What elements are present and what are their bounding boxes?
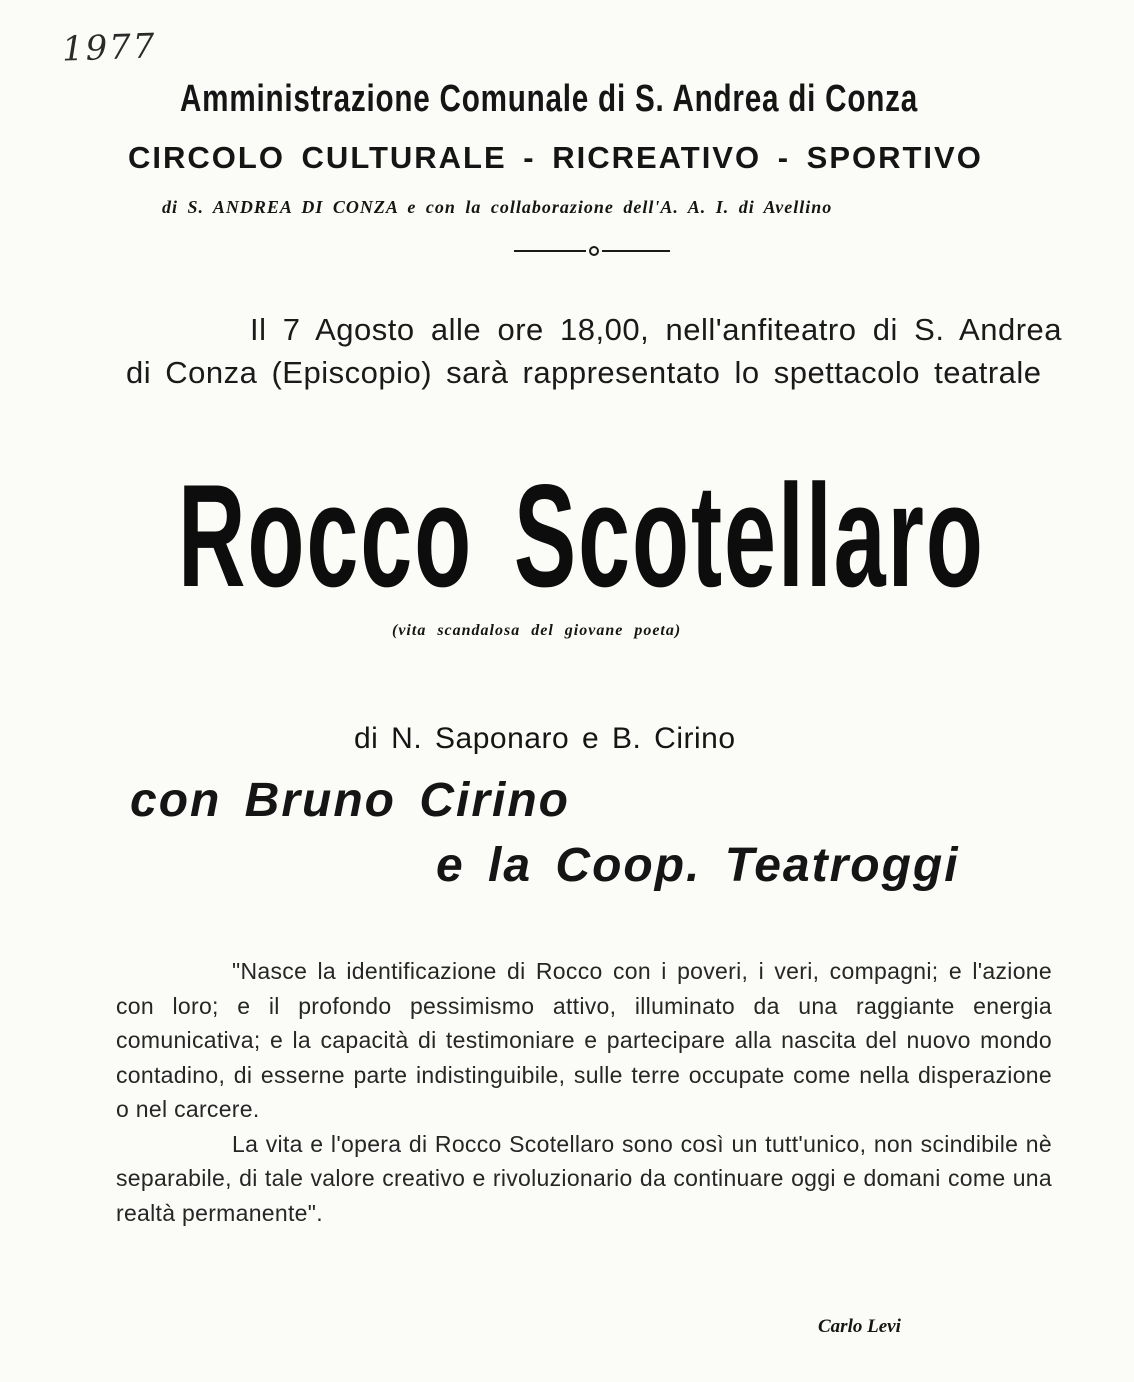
- announcement-text: Il 7 Agosto alle ore 18,00, nell'anfiteatro di S. Andrea di Conza (Episcopio) sarà rappresentato lo spettacolo teatrale: [126, 312, 1062, 390]
- show-title: Rocco Scotellaro: [178, 454, 985, 617]
- administration-heading: Amministrazione Comunale di S. Andrea di Conza: [180, 78, 919, 120]
- handwritten-year: 1977: [61, 26, 158, 70]
- cast-line-2: e la Coop. Teatroggi: [436, 839, 960, 892]
- quote-block: [116, 954, 1052, 1230]
- quote-author: Carlo Levi: [818, 1316, 901, 1337]
- show-subtitle: (vita scandalosa del giovane poeta): [392, 622, 682, 639]
- cast-line-1: con Bruno Cirino: [130, 774, 570, 827]
- ornament-divider: [512, 244, 672, 258]
- circle-heading: CIRCOLO CULTURALE - RICREATIVO - SPORTIVO: [128, 140, 983, 175]
- quote-paragraph-1: "Nasce la identificazione di Rocco con i poveri, i veri, compagni; e l'azione con loro; e il profondo pessimismo attivo, illuminato da una raggiante energia comunicativa; e la capacità di testimoniare e partecipare alla nascita del nuovo mondo contadino, di esserne parte indistinguibile, sulle terre occupate come nella disperazione o nel carcere.: [116, 958, 1052, 1122]
- show-authors: di N. Saponaro e B. Cirino: [354, 722, 736, 755]
- collaboration-line: di S. ANDREA DI CONZA e con la collaborazione dell'A. A. I. di Avellino: [162, 197, 833, 217]
- quote-paragraph-2: La vita e l'opera di Rocco Scotellaro sono così un tutt'unico, non scindibile nè separabile, di tale valore creativo e rivoluzionario da continuare oggi e domani come una realtà permanente".: [116, 1130, 1052, 1226]
